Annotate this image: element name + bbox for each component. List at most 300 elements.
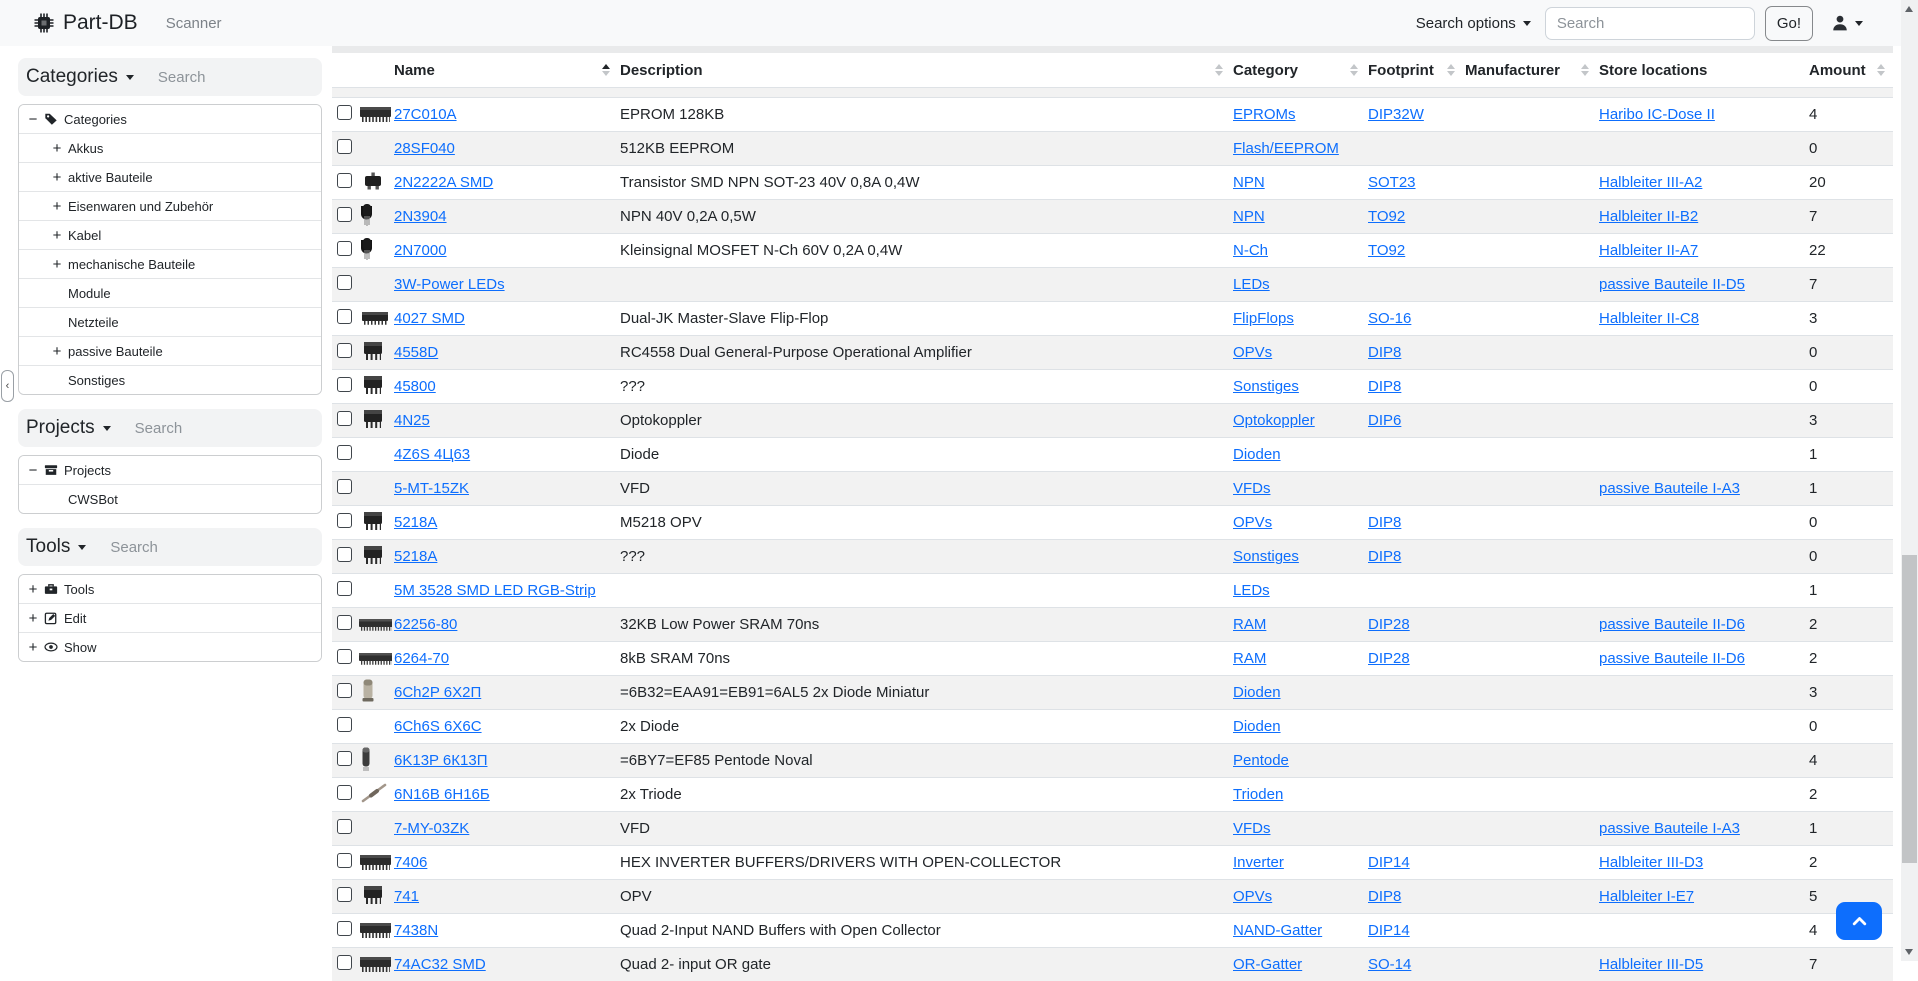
part-category-link[interactable]: NAND-Gatter xyxy=(1233,922,1322,939)
sort-carets-icon[interactable] xyxy=(602,64,610,76)
plus-toggle-icon[interactable]: + xyxy=(27,639,39,656)
part-thumbnail[interactable] xyxy=(358,169,388,193)
part-image-cell xyxy=(356,914,392,948)
row-checkbox[interactable] xyxy=(337,105,352,120)
part-footprint-link[interactable]: DIP8 xyxy=(1368,514,1401,531)
row-select-cell xyxy=(332,744,356,778)
sort-carets-icon[interactable] xyxy=(1215,64,1223,76)
row-select-cell xyxy=(332,676,356,710)
part-category-link[interactable]: Sonstiges xyxy=(1233,548,1299,565)
sidebar-section-header-projects xyxy=(18,409,322,447)
row-checkbox[interactable] xyxy=(337,547,352,562)
part-category-link[interactable]: LEDs xyxy=(1233,276,1270,293)
part-footprint-link[interactable]: DIP6 xyxy=(1368,412,1401,429)
row-checkbox[interactable] xyxy=(337,377,352,392)
part-thumbnail[interactable] xyxy=(358,882,388,908)
sidebar-tree-categories xyxy=(18,104,322,395)
part-locations-cell xyxy=(1597,438,1807,472)
part-description-cell xyxy=(618,846,1231,880)
part-amount: 0 xyxy=(1809,514,1817,531)
part-image-cell xyxy=(356,642,392,676)
sidebar-item-passive-bauteile[interactable] xyxy=(19,336,321,365)
store-location-link[interactable]: Haribo IC-Dose II xyxy=(1599,106,1715,123)
store-location-link[interactable]: Halbleiter III-D5 xyxy=(1599,956,1703,973)
part-category-cell xyxy=(1231,166,1366,200)
part-image-cell xyxy=(356,268,392,302)
part-category-link[interactable]: VFDs xyxy=(1233,820,1271,837)
sidebar-item-tools[interactable] xyxy=(19,575,321,603)
table-row xyxy=(332,914,1893,948)
part-category-cell xyxy=(1231,404,1366,438)
part-thumbnail[interactable] xyxy=(358,951,392,975)
part-locations-cell xyxy=(1597,302,1807,336)
part-description-cell xyxy=(618,778,1231,812)
sidebar-item-netzteile[interactable] xyxy=(19,307,321,336)
part-name-link[interactable]: 74AC32 SMD xyxy=(394,956,486,973)
part-image-cell xyxy=(356,846,392,880)
part-description-cell xyxy=(618,98,1231,132)
part-amount-cell xyxy=(1807,98,1893,132)
go-button[interactable]: Go! xyxy=(1765,6,1813,41)
store-location-link[interactable]: Halbleiter I-E7 xyxy=(1599,888,1694,905)
row-checkbox[interactable] xyxy=(337,921,352,936)
part-category-cell xyxy=(1231,472,1366,506)
row-checkbox[interactable] xyxy=(337,581,352,596)
column-header-footprint[interactable] xyxy=(1366,53,1463,88)
part-locations-cell xyxy=(1597,132,1807,166)
part-description: NPN 40V 0,2A 0,5W xyxy=(620,208,756,225)
search-input[interactable] xyxy=(1545,7,1755,40)
plus-toggle-icon[interactable]: + xyxy=(51,140,63,157)
part-thumbnail[interactable] xyxy=(358,508,388,534)
part-category-link[interactable]: Trioden xyxy=(1233,786,1283,803)
row-checkbox[interactable] xyxy=(337,241,352,256)
part-amount-cell xyxy=(1807,370,1893,404)
part-amount: 5 xyxy=(1809,888,1817,905)
part-amount-cell xyxy=(1807,948,1893,981)
row-checkbox[interactable] xyxy=(337,751,352,766)
row-checkbox[interactable] xyxy=(337,649,352,664)
part-description: 8kB SRAM 70ns xyxy=(620,650,730,667)
part-category-link[interactable]: N-Ch xyxy=(1233,242,1268,259)
plus-toggle-icon[interactable]: + xyxy=(51,227,63,244)
part-category-link[interactable]: Optokoppler xyxy=(1233,412,1315,429)
store-location-link[interactable]: passive Bauteile II-D6 xyxy=(1599,616,1745,633)
part-description-cell xyxy=(618,166,1231,200)
part-amount-cell xyxy=(1807,132,1893,166)
sidebar-search-input[interactable] xyxy=(156,68,314,87)
part-name-link[interactable]: 6Ch2P 6Х2П xyxy=(394,684,481,701)
row-checkbox[interactable] xyxy=(337,785,352,800)
part-thumbnail[interactable] xyxy=(358,746,374,772)
part-thumbnail[interactable] xyxy=(358,849,392,873)
table-row xyxy=(332,438,1893,472)
part-name-cell xyxy=(392,744,618,778)
row-select-cell xyxy=(332,166,356,200)
sidebar-search-input[interactable] xyxy=(133,419,314,438)
minus-toggle-icon[interactable]: − xyxy=(27,462,39,479)
part-image-cell xyxy=(356,234,392,268)
part-amount-cell xyxy=(1807,574,1893,608)
part-description-cell xyxy=(618,540,1231,574)
part-name-link[interactable]: 4558D xyxy=(394,344,438,361)
part-description-cell xyxy=(618,472,1231,506)
part-description: 2x Diode xyxy=(620,718,679,735)
sidebar-tree-projects xyxy=(18,455,322,514)
part-category-cell xyxy=(1231,574,1366,608)
tree-item-label: Sonstiges xyxy=(68,373,125,388)
part-name-cell xyxy=(392,540,618,574)
part-amount: 7 xyxy=(1809,208,1817,225)
part-thumbnail[interactable] xyxy=(358,372,388,398)
part-category-link[interactable]: VFDs xyxy=(1233,480,1271,497)
plus-toggle-icon[interactable]: + xyxy=(51,169,63,186)
part-category-link[interactable]: OPVs xyxy=(1233,888,1272,905)
row-checkbox[interactable] xyxy=(337,955,352,970)
scrollbar-down-arrow-icon[interactable] xyxy=(1905,949,1913,955)
row-checkbox[interactable] xyxy=(337,411,352,426)
store-location-link[interactable]: Halbleiter III-A2 xyxy=(1599,174,1702,191)
part-description: RC4558 Dual General-Purpose Operational Amplifier xyxy=(620,344,972,361)
part-name-link[interactable]: 5218A xyxy=(394,548,437,565)
store-location-link[interactable]: Halbleiter II-A7 xyxy=(1599,242,1698,259)
part-description: 2x Triode xyxy=(620,786,682,803)
part-footprint-link[interactable]: TO92 xyxy=(1368,242,1405,259)
sidebar-item-module[interactable] xyxy=(19,278,321,307)
part-name-cell xyxy=(392,812,618,846)
part-footprint-link[interactable]: DIP28 xyxy=(1368,616,1410,633)
part-name-cell xyxy=(392,506,618,540)
table-row xyxy=(332,336,1893,370)
scrollbar-thumb[interactable] xyxy=(1902,555,1917,863)
table-row xyxy=(332,710,1893,744)
part-footprint-cell xyxy=(1366,132,1463,166)
sidebar-item-categories[interactable] xyxy=(19,105,321,133)
part-name-link[interactable]: 5-MT-15ZK xyxy=(394,480,469,497)
row-select-cell xyxy=(332,506,356,540)
row-checkbox[interactable] xyxy=(337,853,352,868)
sidebar-item-projects[interactable] xyxy=(19,456,321,484)
part-manufacturer-cell xyxy=(1463,234,1597,268)
part-amount-cell xyxy=(1807,540,1893,574)
row-checkbox[interactable] xyxy=(337,819,352,834)
part-locations-cell xyxy=(1597,404,1807,438)
part-name-link[interactable]: 6264-70 xyxy=(394,650,449,667)
part-image-cell xyxy=(356,506,392,540)
part-amount-cell xyxy=(1807,302,1893,336)
part-category-link[interactable]: EPROMs xyxy=(1233,106,1296,123)
row-checkbox[interactable] xyxy=(337,139,352,154)
part-category-link[interactable]: OR-Gatter xyxy=(1233,956,1302,973)
tree-item-label: Categories xyxy=(64,112,127,127)
page-scrollbar[interactable] xyxy=(1901,0,1918,961)
part-category-link[interactable]: Flash/EEPROM xyxy=(1233,140,1339,157)
part-footprint-link[interactable]: DIP14 xyxy=(1368,922,1410,939)
column-header-label: Description xyxy=(620,62,703,79)
part-name-link[interactable]: 28SF040 xyxy=(394,140,455,157)
chevron-down-icon xyxy=(1523,21,1531,26)
minus-toggle-icon[interactable]: − xyxy=(27,111,39,128)
sidebar-collapse-handle[interactable]: ‹ xyxy=(1,370,14,402)
row-checkbox[interactable] xyxy=(337,717,352,732)
row-checkbox[interactable] xyxy=(337,207,352,222)
part-thumbnail[interactable] xyxy=(358,645,392,669)
sidebar-item-kabel[interactable] xyxy=(19,220,321,249)
part-name-link[interactable]: 4027 SMD xyxy=(394,310,465,327)
part-category-link[interactable]: FlipFlops xyxy=(1233,310,1294,327)
part-category-link[interactable]: RAM xyxy=(1233,650,1266,667)
plus-toggle-icon[interactable]: + xyxy=(51,343,63,360)
part-name-link[interactable]: 62256-80 xyxy=(394,616,457,633)
column-header-name[interactable] xyxy=(392,53,618,88)
sidebar-title-dropdown[interactable] xyxy=(26,536,86,558)
part-footprint-link[interactable]: DIP14 xyxy=(1368,854,1410,871)
nav-scanner-link[interactable]: Scanner xyxy=(166,15,222,32)
part-footprint-link[interactable]: DIP28 xyxy=(1368,650,1410,667)
part-name-cell xyxy=(392,574,618,608)
table-top-strip xyxy=(332,46,1893,53)
part-name-link[interactable]: 741 xyxy=(394,888,419,905)
part-description: Dual-JK Master-Slave Flip-Flop xyxy=(620,310,828,327)
part-category-link[interactable]: NPN xyxy=(1233,174,1265,191)
plus-toggle-icon[interactable]: + xyxy=(51,256,63,273)
part-locations-cell xyxy=(1597,98,1807,132)
part-name-link[interactable]: 45800 xyxy=(394,378,436,395)
part-footprint-cell xyxy=(1366,608,1463,642)
sidebar-item-sonstiges[interactable] xyxy=(19,365,321,394)
part-name-cell xyxy=(392,472,618,506)
part-name-link[interactable]: 3W-Power LEDs xyxy=(394,276,505,293)
part-description: OPV xyxy=(620,888,652,905)
part-locations-cell xyxy=(1597,676,1807,710)
row-checkbox[interactable] xyxy=(337,615,352,630)
part-name-link[interactable]: 6Ch6S 6X6C xyxy=(394,718,482,735)
column-header-label: Amount xyxy=(1809,62,1866,79)
part-name-cell xyxy=(392,710,618,744)
sort-carets-icon[interactable] xyxy=(1447,64,1455,76)
part-name-link[interactable]: 6K13P 6К13П xyxy=(394,752,487,769)
part-category-link[interactable]: OPVs xyxy=(1233,344,1272,361)
sidebar-tree-tools xyxy=(18,574,322,662)
store-location-link[interactable]: Halbleiter III-D3 xyxy=(1599,854,1703,871)
part-thumbnail[interactable] xyxy=(358,678,378,704)
plus-toggle-icon[interactable]: + xyxy=(51,198,63,215)
part-name-cell xyxy=(392,200,618,234)
plus-toggle-icon[interactable]: + xyxy=(27,610,39,627)
table-row xyxy=(332,642,1893,676)
part-thumbnail[interactable] xyxy=(358,542,388,568)
part-footprint-link[interactable]: DIP8 xyxy=(1368,888,1401,905)
sidebar-section-header-tools xyxy=(18,528,322,566)
part-footprint-link[interactable]: SO-14 xyxy=(1368,956,1411,973)
column-header-label: Category xyxy=(1233,62,1298,79)
part-name-link[interactable]: 2N2222A SMD xyxy=(394,174,493,191)
part-name-link[interactable]: 4Z6S 4Ц63 xyxy=(394,446,470,463)
part-category-link[interactable]: RAM xyxy=(1233,616,1266,633)
chevron-down-icon xyxy=(1855,21,1863,26)
row-checkbox[interactable] xyxy=(337,309,352,324)
store-location-link[interactable]: passive Bauteile II-D6 xyxy=(1599,650,1745,667)
part-amount: 7 xyxy=(1809,276,1817,293)
part-category-link[interactable]: Dioden xyxy=(1233,446,1281,463)
part-thumbnail[interactable] xyxy=(358,406,388,432)
row-select-cell xyxy=(332,98,356,132)
part-footprint-link[interactable]: DIP8 xyxy=(1368,548,1401,565)
part-category-link[interactable]: Inverter xyxy=(1233,854,1284,871)
part-category-link[interactable]: LEDs xyxy=(1233,582,1270,599)
part-category-cell xyxy=(1231,676,1366,710)
chevron-up-icon xyxy=(1851,913,1868,930)
part-amount-cell xyxy=(1807,166,1893,200)
part-thumbnail[interactable] xyxy=(358,101,392,125)
column-header-amount[interactable] xyxy=(1807,53,1893,88)
table-row xyxy=(332,778,1893,812)
scroll-to-top-button[interactable] xyxy=(1836,902,1882,940)
part-name-link[interactable]: 2N7000 xyxy=(394,242,447,259)
part-amount-cell xyxy=(1807,404,1893,438)
part-thumbnail[interactable] xyxy=(358,305,392,329)
part-amount: 2 xyxy=(1809,650,1817,667)
part-category-cell xyxy=(1231,438,1366,472)
column-header-description[interactable] xyxy=(618,53,1231,88)
search-options-dropdown[interactable] xyxy=(1416,15,1531,32)
row-select-cell xyxy=(332,404,356,438)
scrollbar-up-arrow-icon[interactable] xyxy=(1905,6,1913,12)
tree-item-label: Edit xyxy=(64,611,86,626)
part-name-link[interactable]: 7438N xyxy=(394,922,438,939)
part-thumbnail[interactable] xyxy=(358,781,390,805)
row-checkbox[interactable] xyxy=(337,445,352,460)
column-header-label: Name xyxy=(394,62,435,79)
part-locations-cell xyxy=(1597,574,1807,608)
part-manufacturer-cell xyxy=(1463,302,1597,336)
row-select-cell xyxy=(332,438,356,472)
row-checkbox[interactable] xyxy=(337,513,352,528)
part-manufacturer-cell xyxy=(1463,642,1597,676)
part-category-link[interactable]: Dioden xyxy=(1233,684,1281,701)
part-thumbnail[interactable] xyxy=(358,338,388,364)
part-description-cell xyxy=(618,812,1231,846)
sidebar-item-mechanische-bauteile[interactable] xyxy=(19,249,321,278)
part-description-cell xyxy=(618,234,1231,268)
app-brand[interactable] xyxy=(33,11,138,35)
part-category-link[interactable]: Sonstiges xyxy=(1233,378,1299,395)
row-checkbox[interactable] xyxy=(337,479,352,494)
sort-carets-icon[interactable] xyxy=(1350,64,1358,76)
row-select-cell xyxy=(332,812,356,846)
row-select-cell xyxy=(332,540,356,574)
store-location-link[interactable]: passive Bauteile II-D5 xyxy=(1599,276,1745,293)
part-name-link[interactable]: 5M 3528 SMD LED RGB-Strip xyxy=(394,582,596,599)
store-location-link[interactable]: Halbleiter II-C8 xyxy=(1599,310,1699,327)
store-location-link[interactable]: passive Bauteile I-A3 xyxy=(1599,820,1740,837)
part-category-link[interactable]: OPVs xyxy=(1233,514,1272,531)
tree-item-label: Netzteile xyxy=(68,315,119,330)
sidebar-search-input[interactable] xyxy=(108,538,314,557)
navbar-right xyxy=(1416,6,1863,41)
sort-carets-icon[interactable] xyxy=(1581,64,1589,76)
row-checkbox[interactable] xyxy=(337,343,352,358)
part-name-link[interactable]: 7406 xyxy=(394,854,427,871)
part-footprint-link[interactable]: SO-16 xyxy=(1368,310,1411,327)
part-thumbnail[interactable] xyxy=(358,917,392,941)
store-location-link[interactable]: passive Bauteile I-A3 xyxy=(1599,480,1740,497)
part-name-link[interactable]: 7-MY-03ZK xyxy=(394,820,469,837)
part-footprint-link[interactable]: SOT23 xyxy=(1368,174,1416,191)
row-select-cell xyxy=(332,370,356,404)
table-row xyxy=(332,744,1893,778)
part-description: ??? xyxy=(620,378,645,395)
sidebar-item-cwsbot[interactable] xyxy=(19,484,321,513)
part-category-link[interactable]: Pentode xyxy=(1233,752,1289,769)
part-description-cell xyxy=(618,268,1231,302)
part-name-link[interactable]: 5218A xyxy=(394,514,437,531)
user-menu-dropdown[interactable] xyxy=(1831,14,1863,32)
part-name-cell xyxy=(392,608,618,642)
row-checkbox[interactable] xyxy=(337,683,352,698)
part-manufacturer-cell xyxy=(1463,438,1597,472)
row-checkbox[interactable] xyxy=(337,173,352,188)
part-footprint-link[interactable]: DIP8 xyxy=(1368,378,1401,395)
part-thumbnail[interactable] xyxy=(358,236,376,262)
sidebar-title-dropdown[interactable] xyxy=(26,417,111,439)
column-header-category[interactable] xyxy=(1231,53,1366,88)
part-image-cell xyxy=(356,540,392,574)
part-name-cell xyxy=(392,302,618,336)
part-image-cell xyxy=(356,302,392,336)
sidebar-item-eisenwaren-und-zubeh-r[interactable] xyxy=(19,191,321,220)
plus-toggle-icon[interactable]: + xyxy=(27,581,39,598)
part-category-link[interactable]: NPN xyxy=(1233,208,1265,225)
parts-table-region xyxy=(332,46,1893,981)
sidebar-item-aktive-bauteile[interactable] xyxy=(19,162,321,191)
part-footprint-link[interactable]: DIP8 xyxy=(1368,344,1401,361)
part-category-link[interactable]: Dioden xyxy=(1233,718,1281,735)
store-location-link[interactable]: Halbleiter II-B2 xyxy=(1599,208,1698,225)
app-title: Part-DB xyxy=(63,11,138,35)
row-select-cell xyxy=(332,778,356,812)
part-name-link[interactable]: 4N25 xyxy=(394,412,430,429)
row-select-cell xyxy=(332,914,356,948)
sidebar-title-dropdown[interactable] xyxy=(26,66,134,88)
row-checkbox[interactable] xyxy=(337,887,352,902)
part-description: =6BY7=EF85 Pentode Noval xyxy=(620,752,813,769)
tree-item-label: Akkus xyxy=(68,141,103,156)
table-row xyxy=(332,574,1893,608)
part-thumbnail[interactable] xyxy=(358,611,392,635)
part-footprint-link[interactable]: DIP32W xyxy=(1368,106,1424,123)
sidebar-item-akkus[interactable] xyxy=(19,133,321,162)
part-footprint-cell xyxy=(1366,574,1463,608)
part-amount: 22 xyxy=(1809,242,1826,259)
sidebar-item-show[interactable] xyxy=(19,632,321,661)
part-image-cell xyxy=(356,778,392,812)
part-manufacturer-cell xyxy=(1463,608,1597,642)
tag-icon xyxy=(44,112,58,126)
column-header-manufacturer[interactable] xyxy=(1463,53,1597,88)
sidebar-item-edit[interactable] xyxy=(19,603,321,632)
part-footprint-link[interactable]: TO92 xyxy=(1368,208,1405,225)
part-amount: 2 xyxy=(1809,854,1817,871)
part-manufacturer-cell xyxy=(1463,98,1597,132)
part-name-link[interactable]: 6N16B 6Н16Б xyxy=(394,786,490,803)
part-name-cell xyxy=(392,778,618,812)
sort-carets-icon[interactable] xyxy=(1877,64,1885,76)
part-thumbnail[interactable] xyxy=(358,202,376,228)
row-checkbox[interactable] xyxy=(337,275,352,290)
part-name-link[interactable]: 2N3904 xyxy=(394,208,447,225)
part-name-link[interactable]: 27C010A xyxy=(394,106,457,123)
